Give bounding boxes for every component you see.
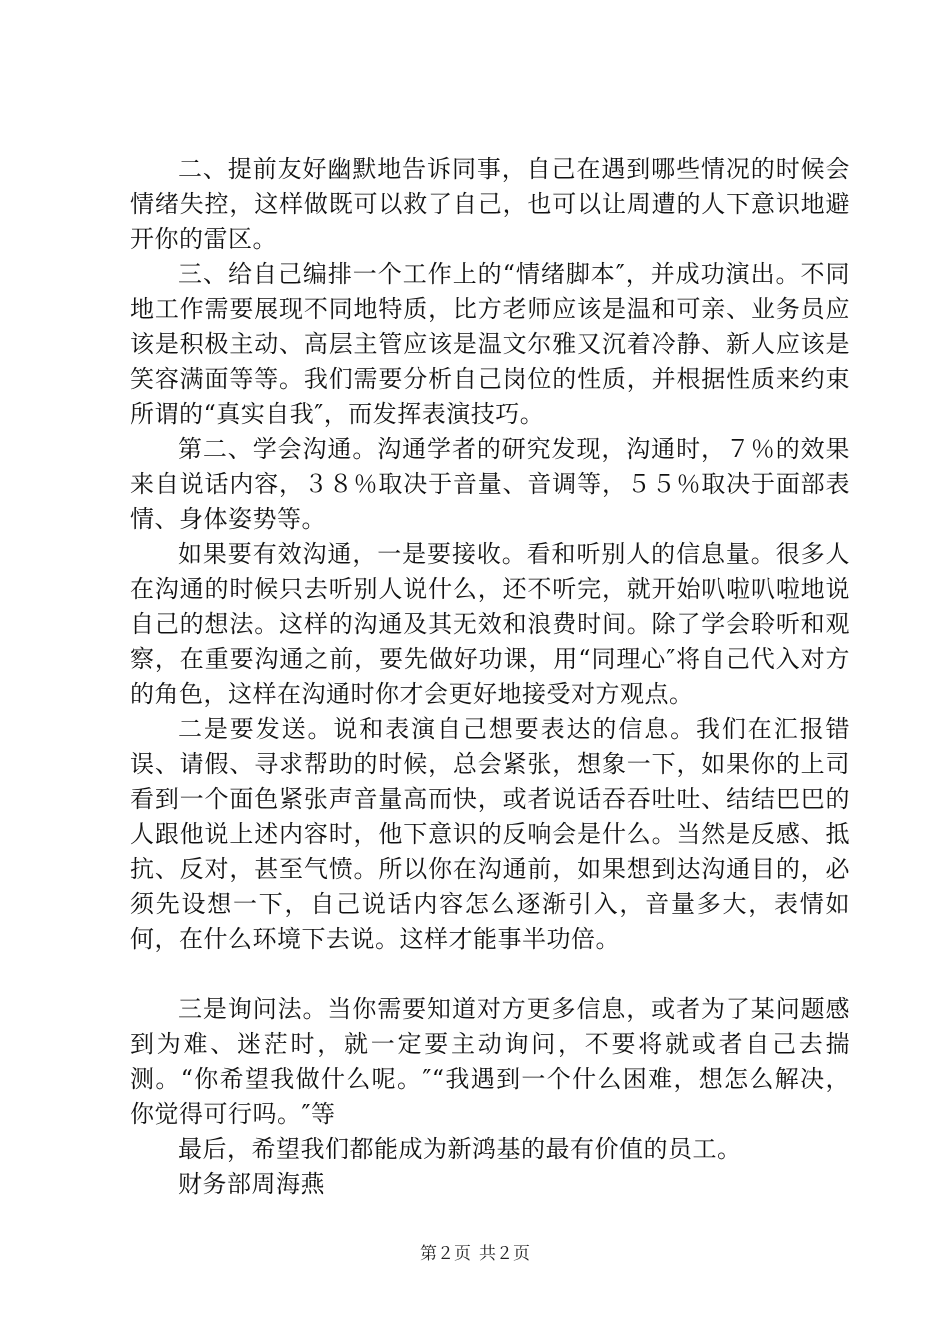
paragraph-ask: 三是询问法。当你需要知道对方更多信息，或者为了某问题感到为难、迷茫时，就一定要主动询问，不要将就或者自己去揣测。“你希望我做什么呢。″“我遇到一个什么困难，想怎么解决，你觉得可行吗。″等 xyxy=(130,995,850,1128)
paragraph-closing: 最后，希望我们都能成为新鸿基的最有价值的员工。 xyxy=(178,1135,742,1163)
paragraph-receive: 如果要有效沟通，一是要接收。看和听别人的信息量。很多人在沟通的时候只去听别人说什么，还不听完，就开始叭啦叭啦地说自己的想法。这样的沟通及其无效和浪费时间。除了学会聆听和观察，在重要沟通之前，要先做好功课，用“同理心″将自己代入对方的角色，这样在沟通时你才会更好地接受对方观点。 xyxy=(130,540,850,708)
page-footer xyxy=(0,1244,950,1264)
signature: 财务部周海燕 xyxy=(178,1170,325,1198)
paragraph-tip-two: 二、提前友好幽默地告诉同事，自己在遇到哪些情况的时候会情绪失控，这样做既可以救了自己，也可以让周遭的人下意识地避开你的雷区。 xyxy=(130,155,850,253)
page-total: 共２页 xyxy=(479,1244,530,1264)
paragraph-section-two: 第二、学会沟通。沟通学者的研究发现，沟通时，７％的效果来自说话内容，３８％取决于音量、音调等，５５％取决于面部表情、身体姿势等。 xyxy=(130,435,850,533)
document-body xyxy=(130,152,850,1202)
paragraph-tip-three: 三、给自己编排一个工作上的“情绪脚本″，并成功演出。不同地工作需要展现不同地特质，比方老师应该是温和可亲、业务员应该是积极主动、高层主管应该是温文尔雅又沉着冷静、新人应该是笑容满面等等。我们需要分析自己岗位的性质，并根据性质来约束所谓的“真实自我″，而发挥表演技巧。 xyxy=(130,260,850,428)
page-number: 第２页 xyxy=(420,1244,471,1264)
paragraph-send: 二是要发送。说和表演自己想要表达的信息。我们在汇报错误、请假、寻求帮助的时候，总会紧张，想象一下，如果你的上司看到一个面色紧张声音量高而快，或者说话吞吞吐吐、结结巴巴的人跟他说上述内容时，他下意识的反响会是什么。当然是反感、抵抗、反对，甚至气愤。所以你在沟通前，如果想到达沟通目的，必须先设想一下，自己说话内容怎么逐渐引入，音量多大，表情如何，在什么环境下去说。这样才能事半功倍。 xyxy=(130,715,850,953)
